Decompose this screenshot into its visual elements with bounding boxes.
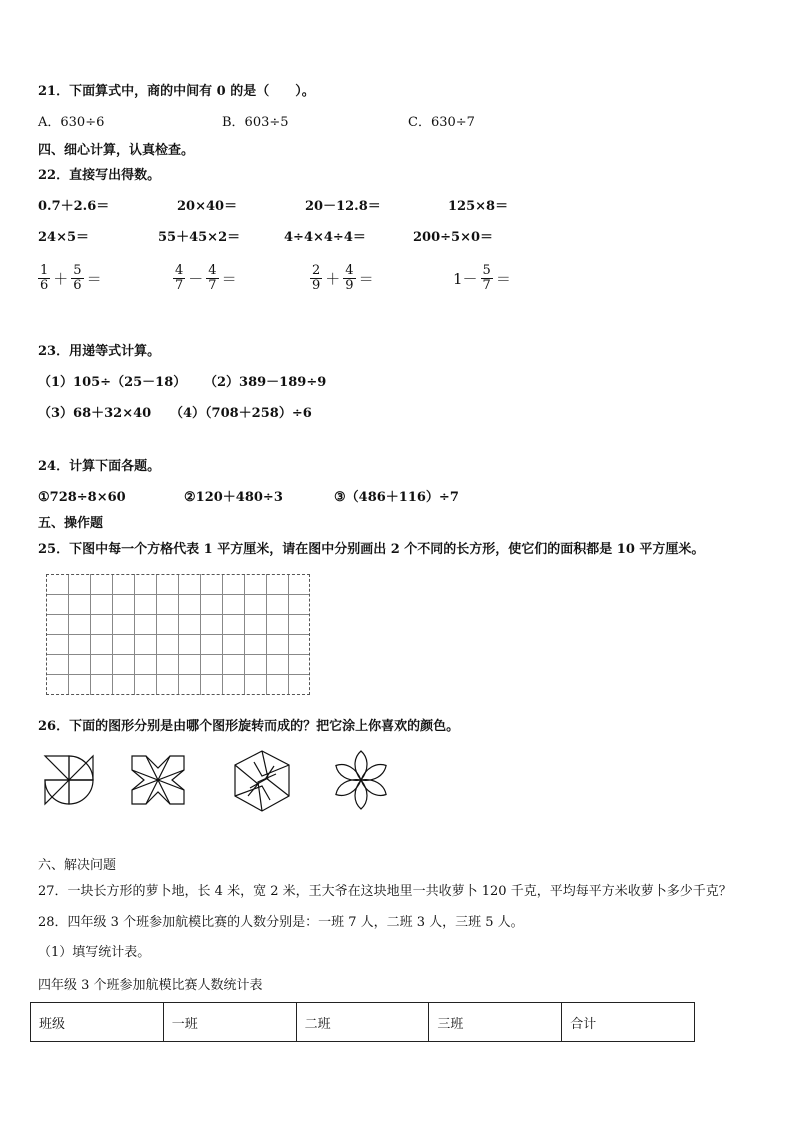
fraction — [71, 264, 83, 293]
numerator: 5 — [73, 263, 82, 278]
q23-item: （1）105÷（25－18） — [38, 375, 187, 390]
operator: ＋ — [325, 270, 341, 288]
table-cell[interactable]: 合计 — [562, 1003, 695, 1042]
six-petal-flower-icon[interactable] — [330, 748, 392, 812]
operator: － — [188, 270, 204, 288]
denominator: 9 — [345, 278, 354, 293]
q24-item: ①728÷8×60 — [38, 490, 126, 505]
q22-r1-item: 125×8＝ — [448, 199, 509, 214]
q21-stem: 21．下面算式中，商的中间有 0 的是（ ）。 — [38, 84, 315, 99]
operator: 1－ — [453, 270, 478, 288]
denominator: 9 — [312, 278, 321, 293]
operator: ＋ — [53, 270, 69, 288]
q27-stem: 27．一块长方形的萝卜地，长 4 米，宽 2 米，王大爷在这块地里一共收萝卜 120 千克，平均每平方米收萝卜多少千克？ — [38, 884, 732, 899]
numerator: 4 — [345, 263, 354, 278]
numerator: 5 — [482, 263, 491, 278]
numerator: 1 — [40, 263, 49, 278]
denominator: 7 — [175, 278, 184, 293]
section-6-heading: 六、解决问题 — [38, 858, 117, 873]
fraction — [481, 264, 493, 293]
hexagon-spiral-icon[interactable] — [228, 748, 296, 814]
equals-sign: ＝ — [86, 270, 102, 288]
fraction — [38, 264, 50, 293]
denominator: 6 — [40, 278, 49, 293]
q22-stem: 22．直接写出得数。 — [38, 168, 161, 183]
equals-sign: ＝ — [495, 270, 511, 288]
table-cell[interactable]: 三班 — [429, 1003, 562, 1042]
q24-stem: 24．计算下面各题。 — [38, 459, 161, 474]
q21-option-b[interactable]: B．603÷5 — [222, 115, 289, 130]
denominator: 7 — [482, 278, 491, 293]
section-4-heading: 四、细心计算，认真检查。 — [38, 143, 195, 158]
q24-item: ②120＋480÷3 — [184, 490, 283, 505]
q25-stem: 25．下图中每一个方格代表 1 平方厘米，请在图中分别画出 2 个不同的长方形，使它们的面积都是 10 平方厘米。 — [38, 542, 705, 557]
table-cell[interactable]: 二班 — [296, 1003, 429, 1042]
q23-item: （4）（708＋258）÷6 — [170, 406, 312, 421]
fraction — [343, 264, 355, 293]
q23-item: （3）68＋32×40 — [38, 406, 152, 421]
fraction — [173, 264, 185, 293]
q22-fraction-item — [450, 264, 514, 293]
stats-table — [30, 1002, 695, 1042]
equals-sign: ＝ — [358, 270, 374, 288]
q22-r2-item: 55＋45×2＝ — [158, 230, 241, 245]
q22-r1-item: 20×40＝ — [177, 199, 238, 214]
q22-fraction-item — [38, 264, 105, 293]
numerator: 2 — [312, 263, 321, 278]
section-5-heading: 五、操作题 — [38, 516, 104, 531]
q23-stem: 23．用递等式计算。 — [38, 344, 161, 359]
q22-r1-item: 0.7＋2.6＝ — [38, 199, 110, 214]
fraction — [206, 264, 218, 293]
table-row — [31, 1003, 695, 1042]
q23-item: （2）389－189÷9 — [204, 375, 327, 390]
equals-sign: ＝ — [221, 270, 237, 288]
q22-fraction-item — [173, 264, 240, 293]
table-title: 四年级 3 个班参加航模比赛人数统计表 — [38, 978, 263, 993]
q28-stem: 28．四年级 3 个班参加航模比赛的人数分别是：一班 7 人，二班 3 人，三班 5 人。 — [38, 915, 524, 930]
q22-r1-item: 20－12.8＝ — [305, 199, 381, 214]
q22-r2-item: 200÷5×0＝ — [413, 230, 494, 245]
q24-item: ③（486＋116）÷7 — [334, 490, 459, 505]
table-cell[interactable]: 一班 — [163, 1003, 296, 1042]
q26-stem: 26．下面的图形分别是由哪个图形旋转而成的？把它涂上你喜欢的颜色。 — [38, 719, 460, 734]
fraction — [310, 264, 322, 293]
numerator: 4 — [208, 263, 217, 278]
q22-r2-item: 4÷4×4÷4＝ — [284, 230, 366, 245]
square-grid[interactable] — [46, 574, 310, 695]
table-cell: 班级 — [31, 1003, 164, 1042]
q28-sub1: （1）填写统计表。 — [38, 945, 151, 960]
q21-option-a[interactable]: A．630÷6 — [38, 115, 105, 130]
q22-fraction-item — [310, 264, 377, 293]
q22-r2-item: 24×5＝ — [38, 230, 90, 245]
denominator: 6 — [73, 278, 82, 293]
q21-option-c[interactable]: C．630÷7 — [408, 115, 475, 130]
numerator: 4 — [175, 263, 184, 278]
pinwheel-icon[interactable] — [36, 752, 102, 808]
denominator: 7 — [208, 278, 217, 293]
four-kite-icon[interactable] — [128, 752, 188, 808]
